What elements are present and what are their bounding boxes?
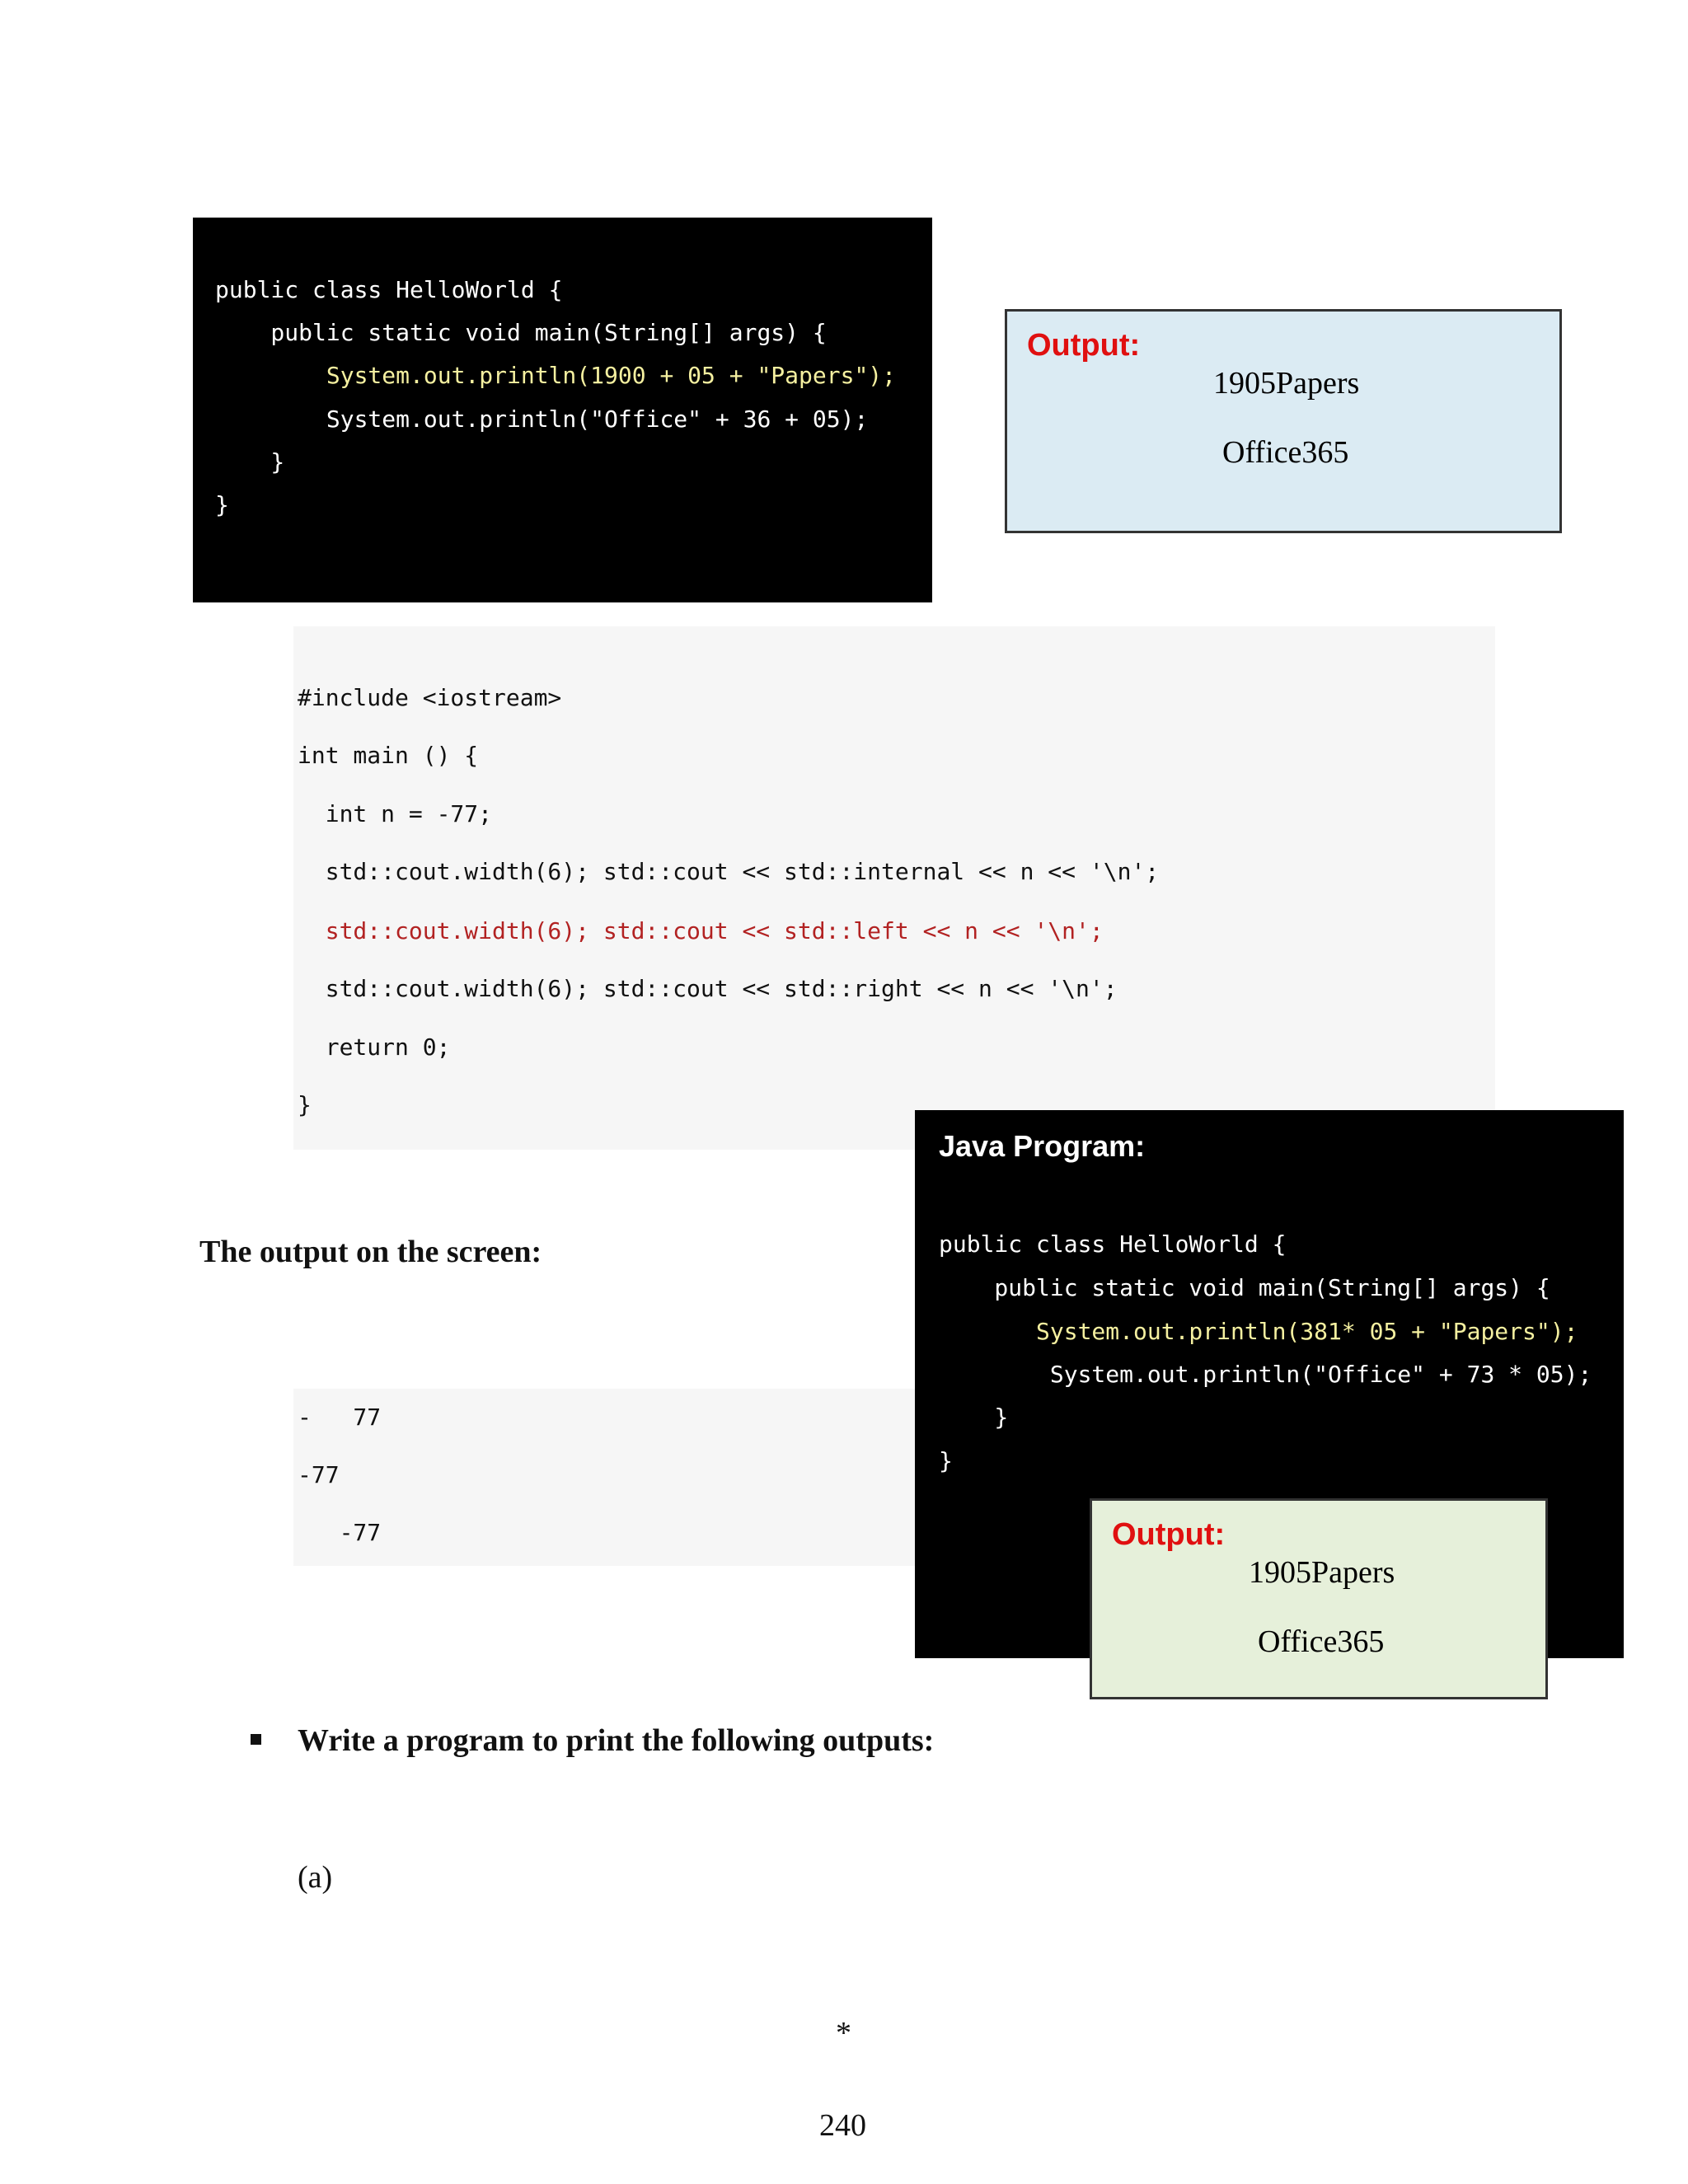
output-box-2 [1090, 1498, 1548, 1699]
output-line-1: 1905Papers [1249, 1555, 1395, 1590]
section-heading: The output on the screen: [199, 1235, 542, 1269]
code-line: System.out.println("Office" + 36 + 05); [215, 405, 869, 433]
star-pattern: * [836, 2016, 851, 2050]
output-line: -77 [298, 1519, 382, 1546]
code-line: } [298, 1091, 312, 1118]
java-program-title: Java Program: [939, 1129, 1146, 1163]
screen-output-block [293, 1389, 920, 1566]
code-line: std::cout.width(6); std::cout << std::right << n << '\n'; [298, 975, 1118, 1002]
output-box-1 [1005, 309, 1562, 533]
code-line: int n = -77; [298, 800, 493, 827]
code-line-highlighted: std::cout.width(6); std::cout << std::left << n << '\n'; [298, 917, 1104, 944]
cpp-code-block [293, 626, 1495, 1150]
exercise-part-a: (a) [298, 1860, 333, 1895]
output-line: - 77 [298, 1404, 382, 1431]
code-line: public class HelloWorld { [939, 1230, 1287, 1258]
code-line: System.out.println("Office" + 73 * 05); [939, 1361, 1592, 1388]
output-label: Output: [1027, 328, 1141, 363]
output-line-2: Office365 [1222, 435, 1349, 470]
code-line: } [215, 448, 285, 476]
java-code-block-1 [193, 218, 932, 602]
output-line-2: Office365 [1258, 1624, 1385, 1659]
code-line-highlighted: System.out.println(1900 + 05 + "Papers"); [215, 362, 897, 389]
exercise-instruction: Write a program to print the following outputs: [298, 1723, 935, 1758]
code-line: public class HelloWorld { [215, 276, 563, 303]
output-line-1: 1905Papers [1213, 366, 1360, 401]
code-line: int main () { [298, 742, 479, 769]
code-line: std::cout.width(6); std::cout << std::internal << n << '\n'; [298, 858, 1160, 885]
bullet-icon [251, 1734, 261, 1745]
output-label: Output: [1112, 1517, 1226, 1552]
output-line: -77 [298, 1461, 340, 1488]
code-line: } [939, 1447, 953, 1474]
code-line: } [939, 1404, 1009, 1431]
code-line: #include <iostream> [298, 684, 562, 711]
code-line: return 0; [298, 1033, 451, 1061]
code-line: public static void main(String[] args) { [215, 319, 827, 346]
code-line-highlighted: System.out.println(381* 05 + "Papers"); [939, 1318, 1578, 1345]
code-line: public static void main(String[] args) { [939, 1274, 1550, 1301]
page-number: 240 [819, 2108, 866, 2143]
code-line: } [215, 491, 229, 518]
